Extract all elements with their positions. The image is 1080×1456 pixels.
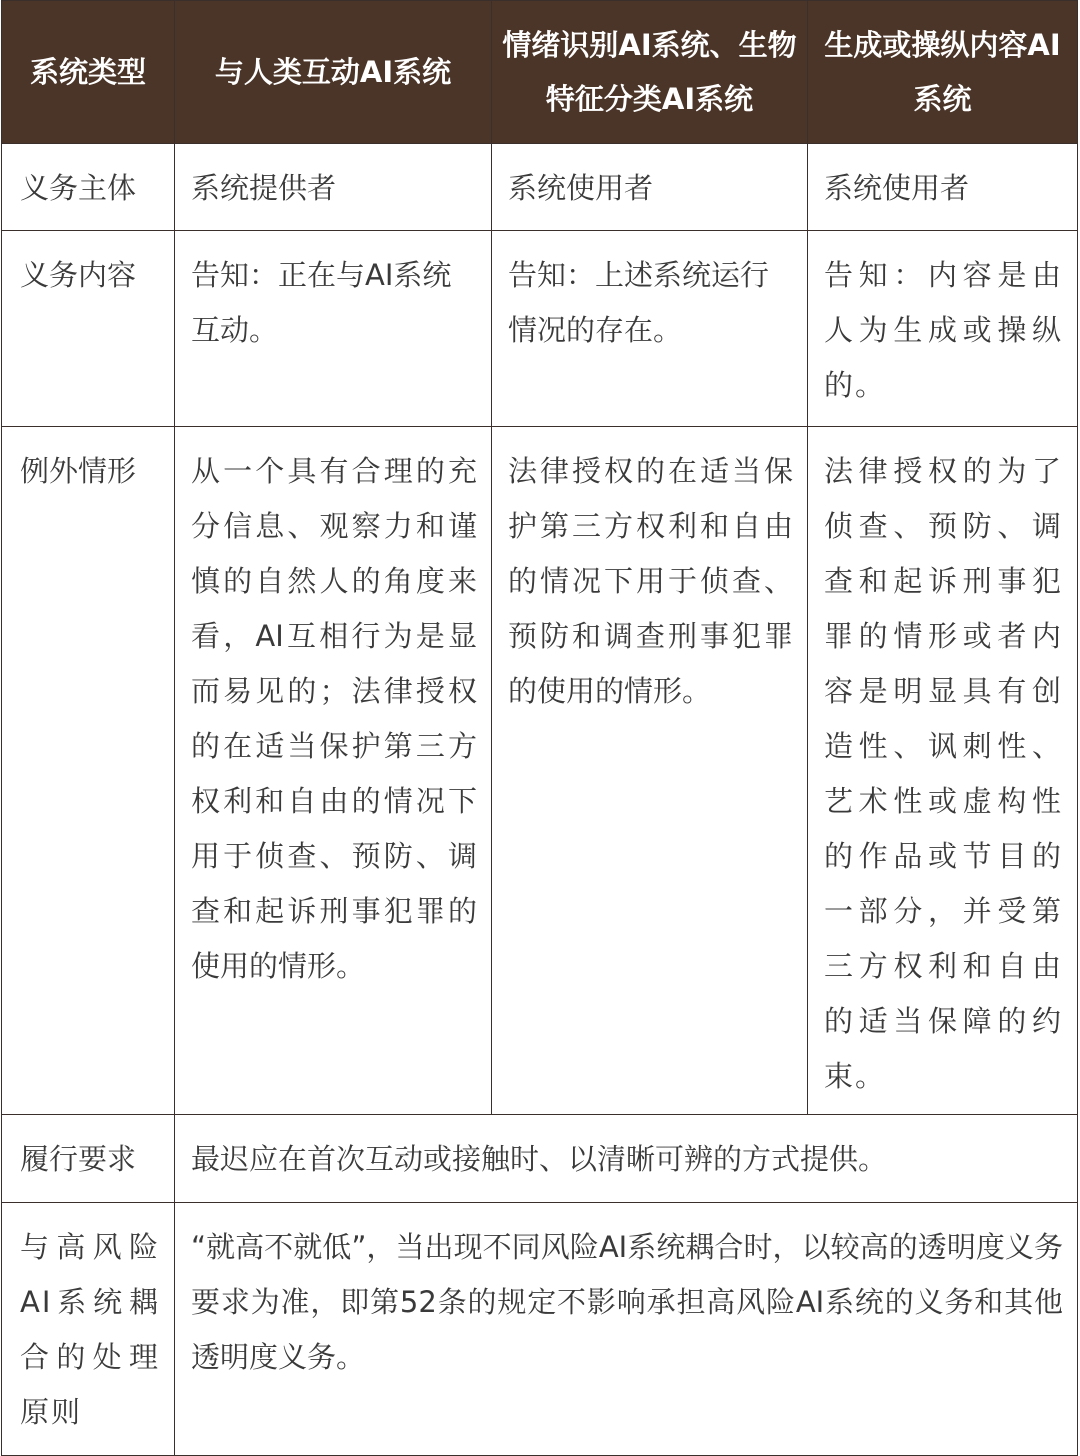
cell-exceptions-emotion-biometric: 法律授权的在适当保护第三方权利和自由的情况下用于侦查、预防和调查刑事犯罪的使用的情形。 [492, 427, 808, 1115]
cell-content-human-interaction: 告知：正在与AI系统互动。 [175, 231, 492, 427]
cell-exceptions-human-interaction: 从一个具有合理的充分信息、观察力和谨慎的自然人的角度来看，AI互相行为是显而易见的；法律授权的在适当保护第三方权利和自由的情况下用于侦查、预防、调查和起诉刑事犯罪的使用的情形。 [175, 427, 492, 1115]
table-row-obligation-content [2, 231, 1078, 427]
header-emotion-biometric-ai: 情绪识别AI系统、生物特征分类AI系统 [492, 1, 808, 144]
cell-high-risk-coupling-principle: “就高不就低”，当出现不同风险AI系统耦合时，以较高的透明度义务要求为准，即第52条的规定不影响承担高风险AI系统的义务和其他透明度义务。 [175, 1203, 1078, 1456]
cell-performance-requirement: 最迟应在首次互动或接触时、以清晰可辨的方式提供。 [175, 1115, 1078, 1203]
table-row-performance-requirement [2, 1115, 1078, 1203]
row-label-obligation-subject: 义务主体 [2, 144, 175, 231]
row-label-exceptions: 例外情形 [2, 427, 175, 1115]
row-label-obligation-content: 义务内容 [2, 231, 175, 427]
transparency-obligations-table [1, 0, 1078, 1456]
cell-content-emotion-biometric: 告知：上述系统运行情况的存在。 [492, 231, 808, 427]
header-generated-content-ai: 生成或操纵内容AI系统 [808, 1, 1078, 144]
row-label-high-risk-coupling: 与高风险AI系统耦合的处理原则 [2, 1203, 175, 1456]
cell-subject-human-interaction: 系统提供者 [175, 144, 492, 231]
header-human-interaction-ai: 与人类互动AI系统 [175, 1, 492, 144]
cell-subject-emotion-biometric: 系统使用者 [492, 144, 808, 231]
cell-subject-generated-content: 系统使用者 [808, 144, 1078, 231]
table-row-exceptions [2, 427, 1078, 1115]
header-row [2, 1, 1078, 144]
row-label-performance-requirement: 履行要求 [2, 1115, 175, 1203]
table-row-obligation-subject [2, 144, 1078, 231]
cell-exceptions-generated-content: 法律授权的为了侦查、预防、调查和起诉刑事犯罪的情形或者内容是明显具有创造性、讽刺性、艺术性或虚构性的作品或节目的一部分，并受第三方权利和自由的适当保障的约束。 [808, 427, 1078, 1115]
cell-content-generated-content: 告知：内容是由人为生成或操纵的。 [808, 231, 1078, 427]
header-system-type: 系统类型 [2, 1, 175, 144]
table-row-high-risk-coupling [2, 1203, 1078, 1456]
